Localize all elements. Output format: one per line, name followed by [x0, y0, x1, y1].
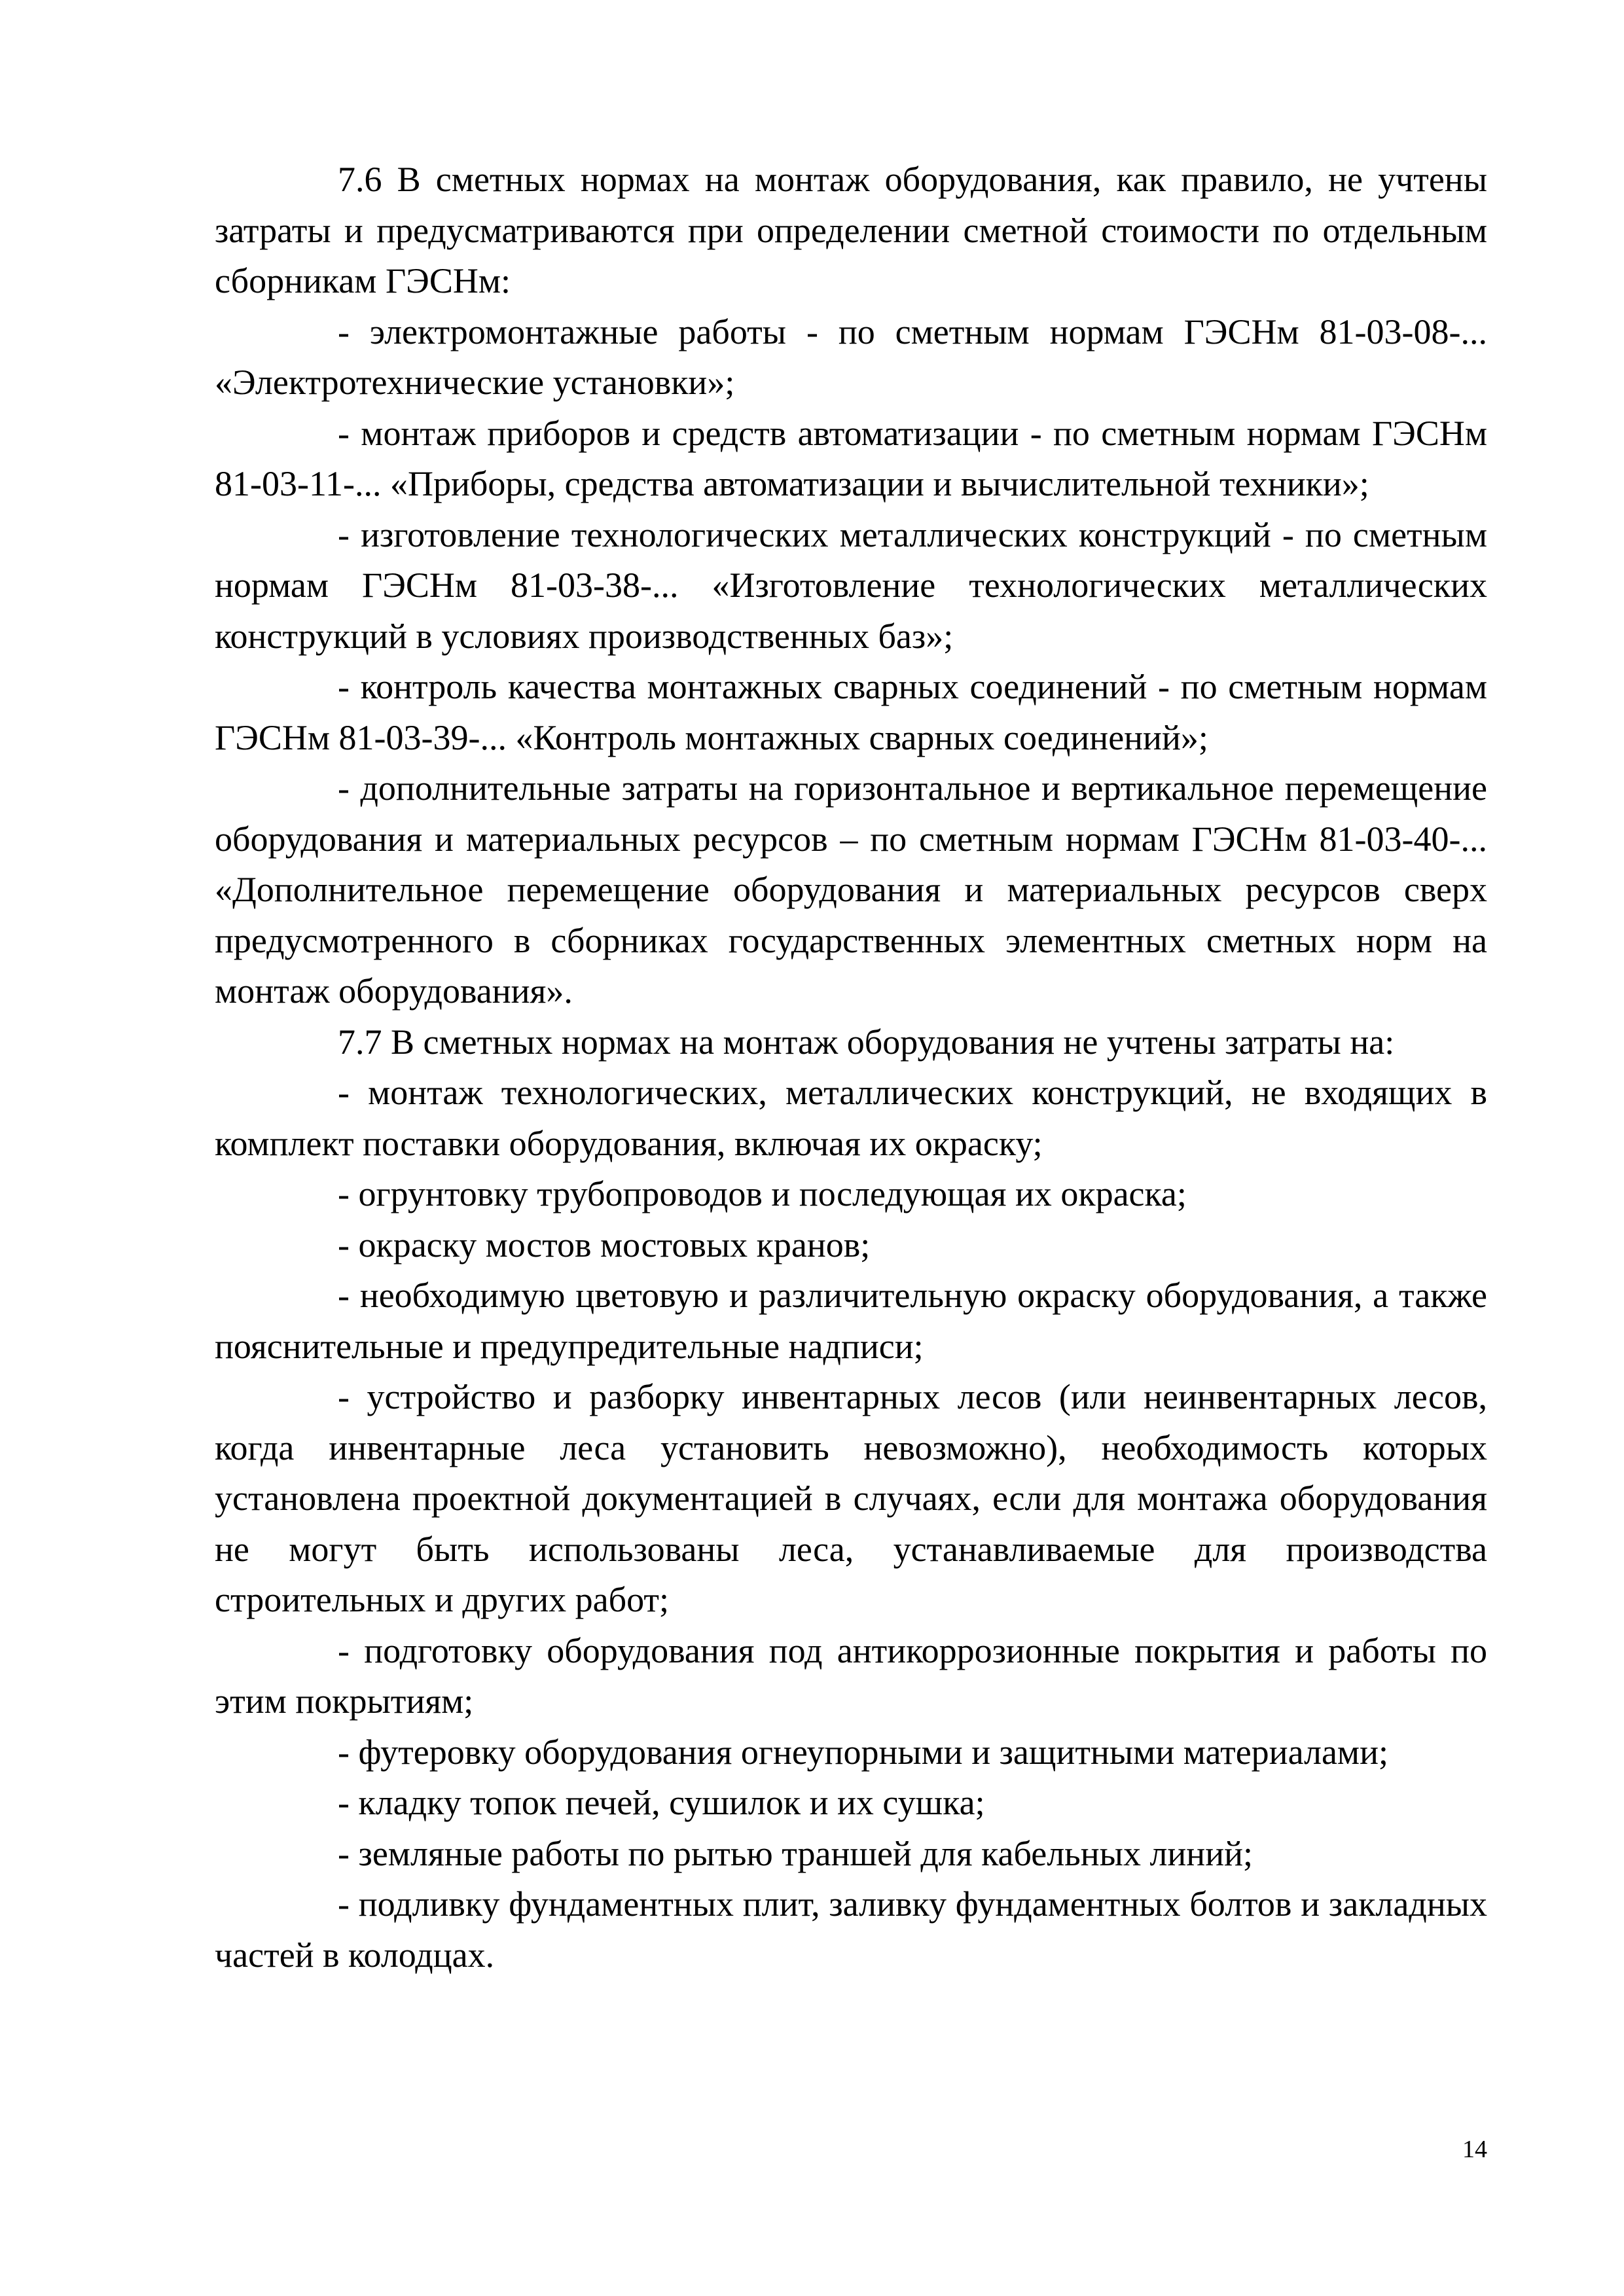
- list-item: - изготовление технологических металлических конструкций - по сметным нормам ГЭСНм 81-03-38-... «Изготовление технологических металлических конструкций в условиях производственных баз»;: [215, 514, 1487, 656]
- list-item: - подливку фундаментных плит, заливку фундаментных болтов и закладных частей в колодцах.: [215, 1884, 1487, 1975]
- list-item: - окраску мостов мостовых кранов;: [338, 1225, 871, 1265]
- list-item: - устройство и разборку инвентарных лесов (или неинвентарных лесов, когда инвентарные леса установить невозможно), необходимость которых установлена проектной документацией в случаях, если для монтажа оборудования не могут быть использованы леса, устанавливаемые для производства строительных и других работ;: [215, 1377, 1487, 1619]
- list-item: - подготовку оборудования под антикоррозионные покрытия и работы по этим покрытиям;: [215, 1630, 1487, 1721]
- list-item: - дополнительные затраты на горизонтальное и вертикальное перемещение оборудования и материальных ресурсов – по сметным нормам ГЭСНм 81-03-40-... «Дополнительное перемещение оборудования и материальных ресурсов сверх предусмотренного в сборниках государственных элементных сметных норм на монтаж оборудования».: [215, 768, 1487, 1011]
- list-item: - огрунтовку трубопроводов и последующая их окраска;: [338, 1174, 1187, 1213]
- list-item: - электромонтажные работы - по сметным нормам ГЭСНм 81-03-08-... «Электротехнические установки»;: [215, 312, 1487, 402]
- document-body: [215, 154, 1487, 1981]
- list-item: - футеровку оборудования огнеупорными и защитными материалами;: [338, 1732, 1388, 1772]
- list-item: - монтаж технологических, металлических конструкций, не входящих в комплект поставки оборудования, включая их окраску;: [215, 1073, 1487, 1163]
- paragraph-7-6: 7.6 В сметных нормах на монтаж оборудования, как правило, не учтены затраты и предусматриваются при определении сметной стоимости по отдельным сборникам ГЭСНм:: [215, 160, 1487, 300]
- list-item: - кладку топок печей, сушилок и их сушка;: [338, 1783, 985, 1822]
- list-item: - монтаж приборов и средств автоматизации - по сметным нормам ГЭСНм 81-03-11-... «Приборы, средства автоматизации и вычислительной техники»;: [215, 413, 1487, 503]
- page-number: 14: [1462, 2136, 1487, 2163]
- list-item: - необходимую цветовую и различительную окраску оборудования, а также пояснительные и предупредительные надписи;: [215, 1276, 1487, 1366]
- paragraph-7-7: 7.7 В сметных нормах на монтаж оборудования не учтены затраты на:: [338, 1022, 1395, 1062]
- list-item: - земляные работы по рытью траншей для кабельных линий;: [338, 1833, 1253, 1873]
- list-item: - контроль качества монтажных сварных соединений - по сметным нормам ГЭСНм 81-03-39-... «Контроль монтажных сварных соединений»;: [215, 667, 1487, 757]
